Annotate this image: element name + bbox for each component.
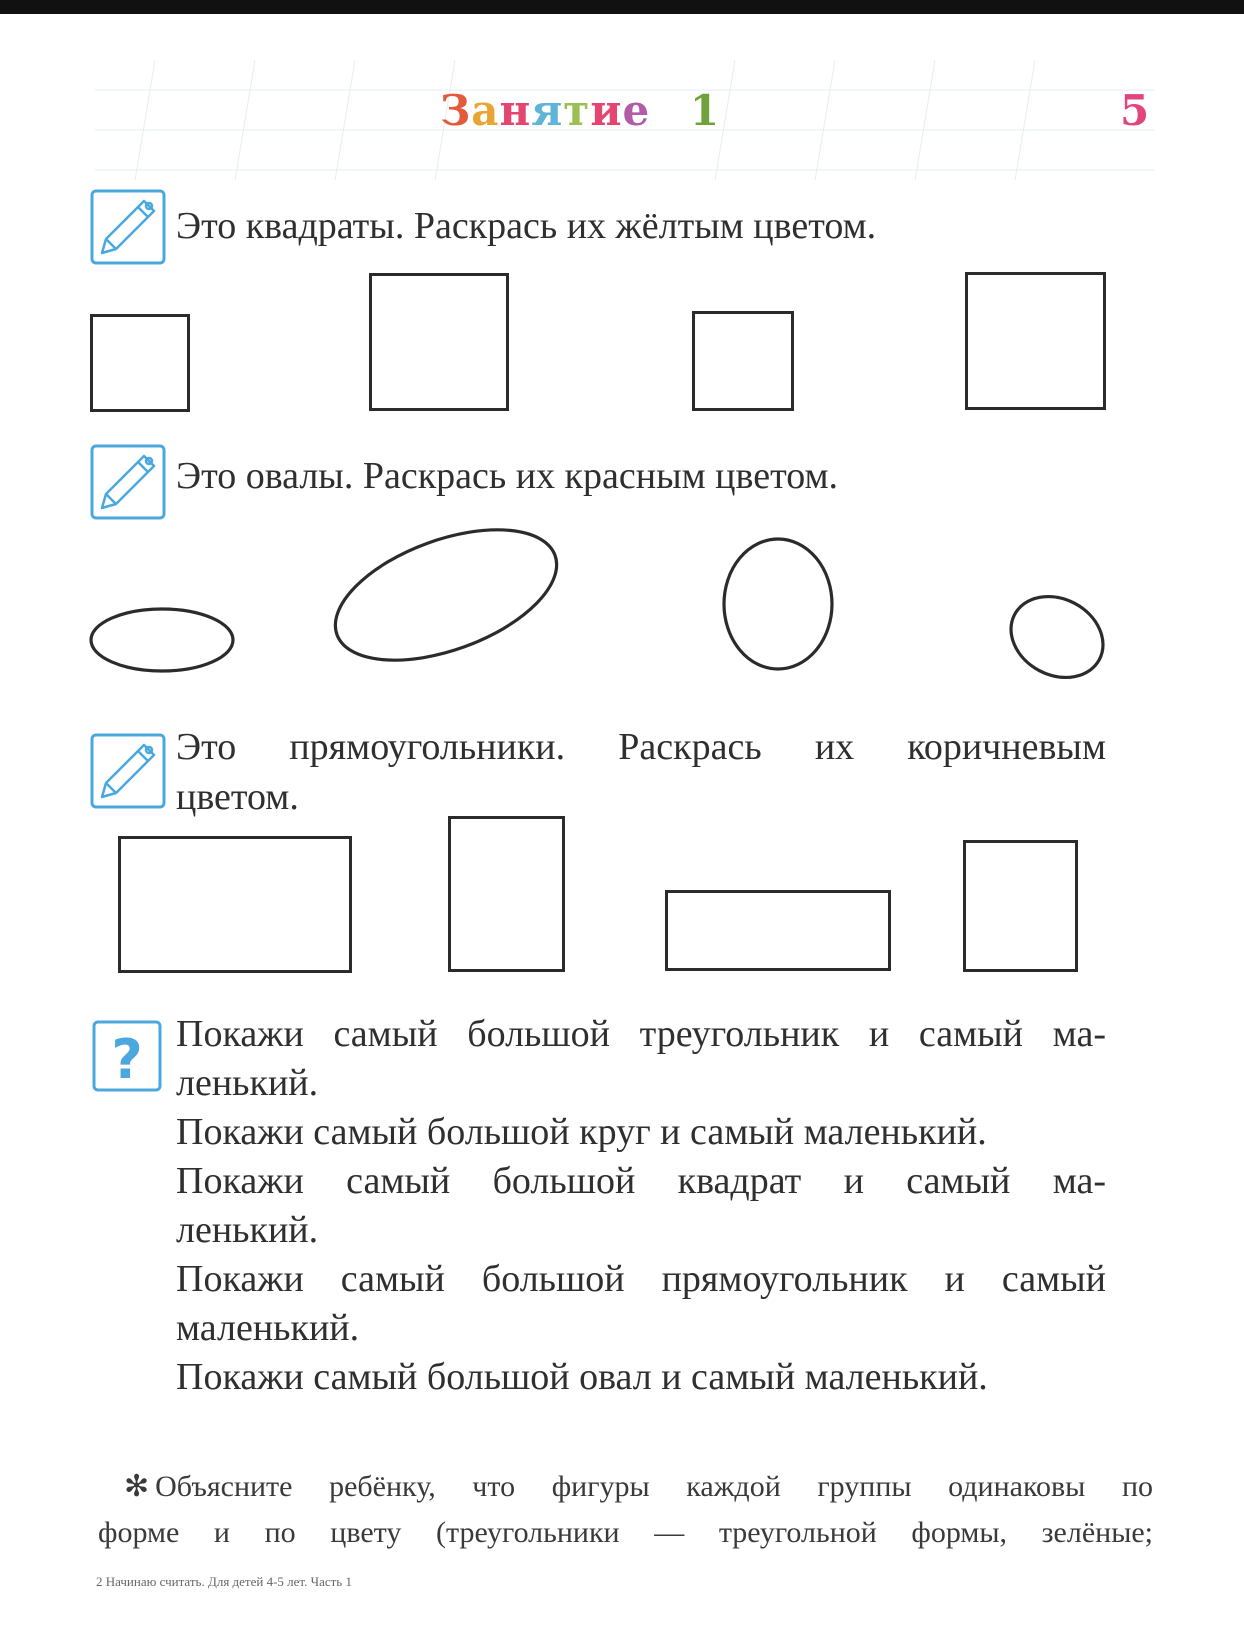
task-squares-text: Это квадраты. Раскрась их жёлтым цветом. (176, 205, 877, 247)
lesson-number: 1 (689, 86, 721, 135)
footer-book-info: 2 Начинаю считать. Для детей 4-5 лет. Часть 1 (96, 1574, 352, 1589)
oval-shape (318, 504, 574, 687)
note-line: форме и по цвету (треугольники — треугольной формы, зелёные; (98, 1516, 1153, 1549)
question-list (176, 1010, 1106, 1402)
rectangle-shape[interactable] (118, 836, 352, 973)
oval-shape (724, 539, 832, 669)
title-letter: я (531, 86, 564, 135)
ovals-group (0, 0, 1244, 720)
question-line: Покажи самый большой квадрат и самый ма- (176, 1160, 1106, 1202)
title-letter: и (590, 86, 623, 135)
title-letter: е (622, 86, 651, 135)
oval-shape (997, 581, 1117, 693)
task-rectangles-text-line2: цветом. (176, 776, 299, 818)
svg-text:?: ? (111, 1028, 143, 1091)
task-rectangles-text-line1: Это прямоугольники. Раскрась их коричневым (176, 726, 1106, 768)
note-line: Объясните ребёнку, что фигуры каждой группы одинаковы по (155, 1470, 1153, 1503)
question-icon (92, 1020, 162, 1092)
title-letter: т (563, 86, 591, 135)
rectangle-shape[interactable] (963, 840, 1078, 972)
question-line: маленький. (176, 1307, 360, 1349)
rectangle-shape[interactable] (448, 816, 565, 972)
title-letter: а (471, 86, 500, 135)
task-ovals-text: Это овалы. Раскрась их красным цветом. (176, 455, 839, 497)
pencil-icon (90, 733, 166, 809)
question-line: ленький. (176, 1209, 319, 1251)
parent-note (98, 1464, 1153, 1556)
note-marker-icon: ✻ (124, 1470, 150, 1503)
rectangle-shape[interactable] (665, 890, 891, 971)
question-line: ленький. (176, 1062, 319, 1104)
question-line: Покажи самый большой прямоугольник и самый (176, 1258, 1106, 1300)
title-letter: З (440, 86, 472, 135)
title-letter: н (499, 86, 532, 135)
question-line: Покажи самый большой круг и самый маленький. (176, 1111, 987, 1153)
question-line: Покажи самый большой овал и самый маленький. (176, 1356, 988, 1398)
question-line: Покажи самый большой треугольник и самый ма- (176, 1013, 1106, 1055)
oval-shape (91, 609, 233, 671)
page-number: 5 (1120, 86, 1150, 135)
